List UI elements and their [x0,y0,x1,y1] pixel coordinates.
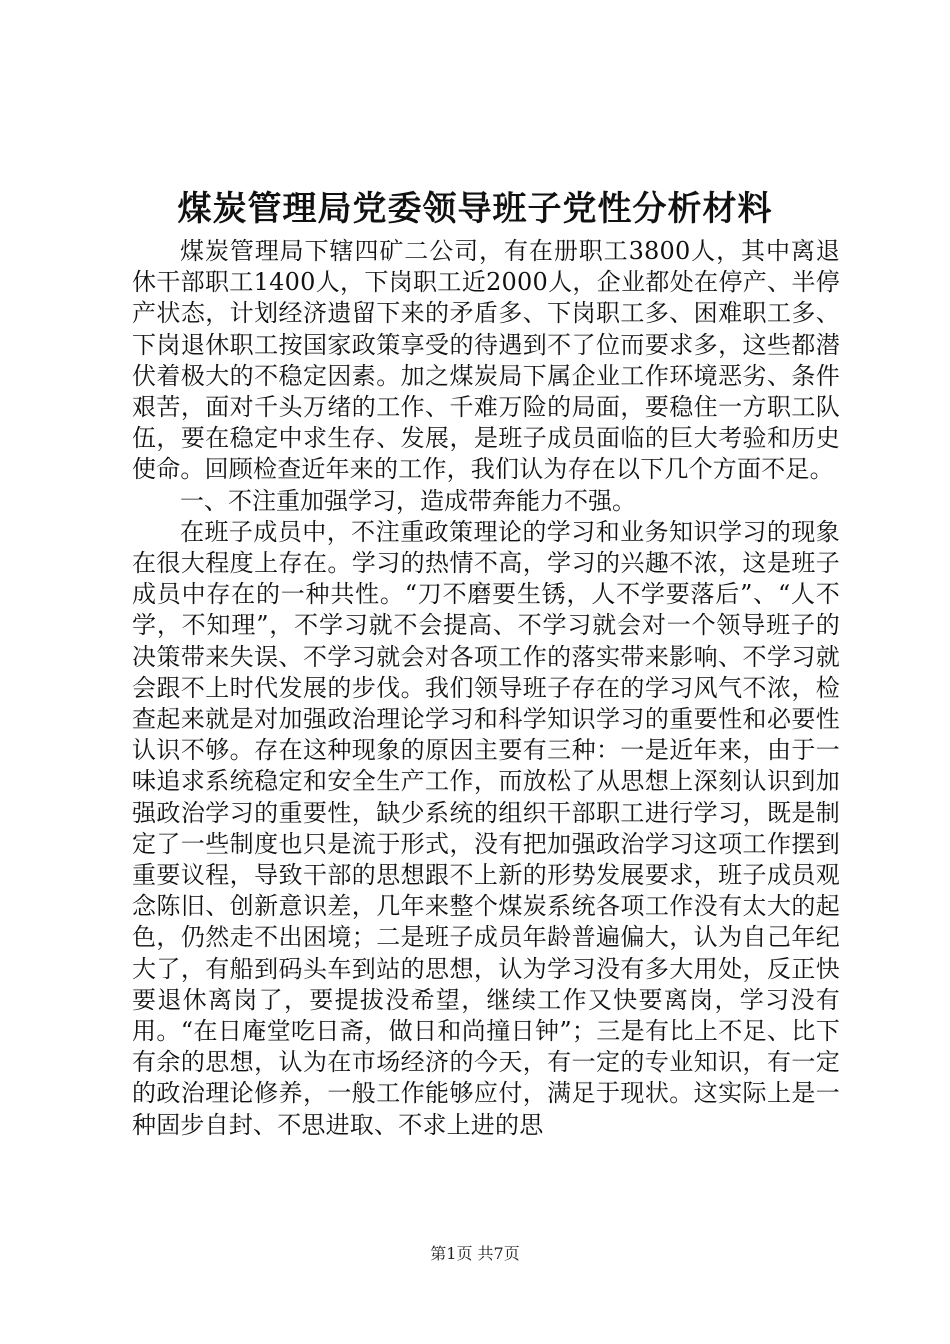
document-body [132,236,840,1141]
paragraph-section-1: 在班子成员中，不注重政策理论的学习和业务知识学习的现象在很大程度上存在。学习的热情不高，学习的兴趣不浓，这是班子成员中存在的一种共性。“刀不磨要生锈，人不学要落后”、“人不学，不知理”，不学习就不会提高、不学习就会对一个领导班子的决策带来失误、不学习就会对各项工作的落实带来影响、不学习就会跟不上时代发展的步伐。我们领导班子存在的学习风气不浓，检查起来就是对加强政治理论学习和科学知识学习的重要性和必要性认识不够。存在这种现象的原因主要有三种：一是近年来，由于一味追求系统稳定和安全生产工作，而放松了从思想上深刻认识到加强政治学习的重要性，缺少系统的组织干部职工进行学习，既是制定了一些制度也只是流于形式，没有把加强政治学习这项工作摆到重要议程，导致干部的思想跟不上新的形势发展要求，班子成员观念陈旧、创新意识差，几年来整个煤炭系统各项工作没有太大的起色，仍然走不出困境；二是班子成员年龄普遍偏大，认为自己年纪大了，有船到码头车到站的思想，认为学习没有多大用处，反正快要退休离岗了，要提拔没希望，继续工作又快要离岗，学习没有用。“在日庵堂吃日斋，做日和尚撞日钟”；三是有比上不足、比下有余的思想，认为在市场经济的今天，有一定的专业知识，有一定的政治理论修养，一般工作能够应付，满足于现状。这实际上是一种固步自封、不思进取、不求上进的思 [132,517,840,1139]
document-title: 煤炭管理局党委领导班子党性分析材料 [177,189,773,229]
paragraph-intro: 煤炭管理局下辖四矿二公司，有在册职工3800人，其中离退休干部职工1400人，下岗职工近2000人，企业都处在停产、半停产状态，计划经济遗留下来的矛盾多、下岗职工多、困难职工多、下岗退休职工按国家政策享受的待遇到不了位而要求多，这些都潜伏着极大的不稳定因素。加之煤炭局下属企业工作环境恶劣、条件艰苦，面对千头万绪的工作、千难万险的局面，要稳住一方职工队伍，要在稳定中求生存、发展，是班子成员面临的巨大考验和历史使命。回顾检查近年来的工作，我们认为存在以下几个方面不足。 [132,237,840,484]
page-number-footer: 第1页 共7页 [430,1244,520,1263]
section-heading-1: 一、不注重加强学习，造成带奔能力不强。 [180,486,636,515]
